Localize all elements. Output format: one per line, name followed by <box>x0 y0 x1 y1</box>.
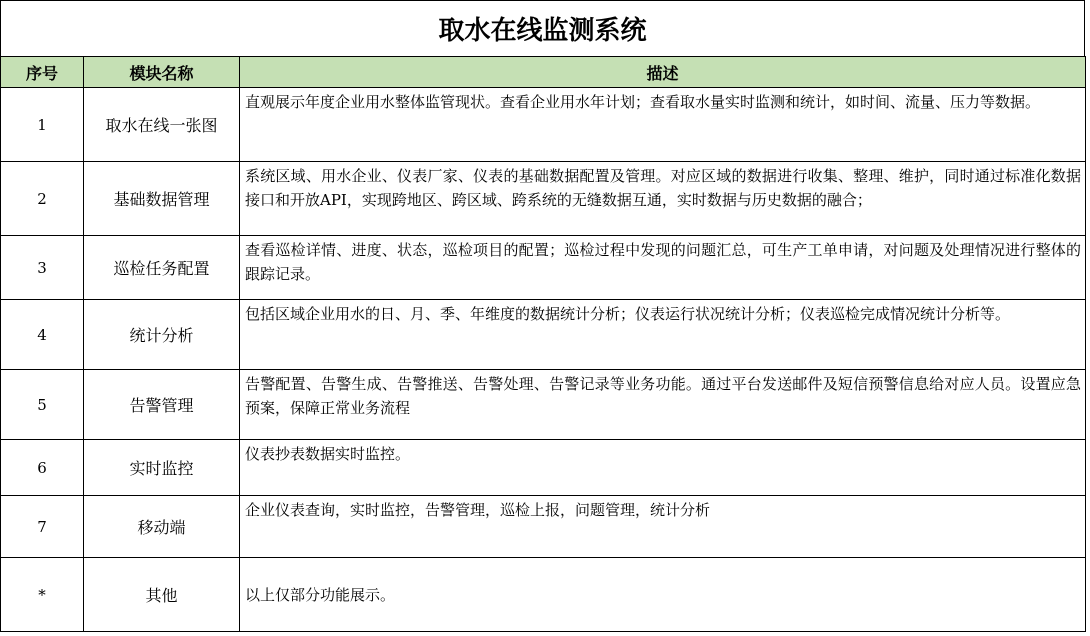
row-description: 企业仪表查询，实时监控，告警管理，巡检上报，问题管理，统计分析 <box>240 496 1086 558</box>
header-description: 描述 <box>240 57 1086 88</box>
row-index: 6 <box>1 440 84 496</box>
sheet-title: 取水在线监测系统 <box>0 0 1085 56</box>
table-header-row <box>1 57 1086 88</box>
row-index: 1 <box>1 88 84 162</box>
row-description: 系统区域、用水企业、仪表厂家、仪表的基础数据配置及管理。对应区域的数据进行收集、整理、维护，同时通过标准化数据接口和开放API，实现跨地区、跨区域、跨系统的无缝数据互通，实时数据与历史数据的融合； <box>240 162 1086 236</box>
row-description: 仪表抄表数据实时监控。 <box>240 440 1086 496</box>
table-row <box>1 88 1086 162</box>
table-row <box>1 496 1086 558</box>
table-row <box>1 558 1086 632</box>
row-module: 统计分析 <box>84 300 240 370</box>
row-index: 7 <box>1 496 84 558</box>
row-module: 移动端 <box>84 496 240 558</box>
row-module: 其他 <box>84 558 240 632</box>
header-index: 序号 <box>1 57 84 88</box>
row-module: 取水在线一张图 <box>84 88 240 162</box>
table-row <box>1 370 1086 440</box>
row-index: * <box>1 558 84 632</box>
row-module: 实时监控 <box>84 440 240 496</box>
header-module: 模块名称 <box>84 57 240 88</box>
row-module: 巡检任务配置 <box>84 236 240 300</box>
table-row <box>1 300 1086 370</box>
row-index: 5 <box>1 370 84 440</box>
row-description: 查看巡检详情、进度、状态，巡检项目的配置；巡检过程中发现的问题汇总，可生产工单申请，对问题及处理情况进行整体的跟踪记录。 <box>240 236 1086 300</box>
row-description: 以上仅部分功能展示。 <box>240 558 1086 632</box>
row-module: 基础数据管理 <box>84 162 240 236</box>
table-row <box>1 162 1086 236</box>
row-index: 3 <box>1 236 84 300</box>
row-index: 4 <box>1 300 84 370</box>
row-description: 直观展示年度企业用水整体监管现状。查看企业用水年计划；查看取水量实时监测和统计，如时间、流量、压力等数据。 <box>240 88 1086 162</box>
row-description: 包括区域企业用水的日、月、季、年维度的数据统计分析；仪表运行状况统计分析；仪表巡检完成情况统计分析等。 <box>240 300 1086 370</box>
row-description: 告警配置、告警生成、告警推送、告警处理、告警记录等业务功能。通过平台发送邮件及短信预警信息给对应人员。设置应急预案，保障正常业务流程 <box>240 370 1086 440</box>
row-index: 2 <box>1 162 84 236</box>
table-row <box>1 440 1086 496</box>
row-module: 告警管理 <box>84 370 240 440</box>
module-table <box>0 56 1086 632</box>
table-row <box>1 236 1086 300</box>
